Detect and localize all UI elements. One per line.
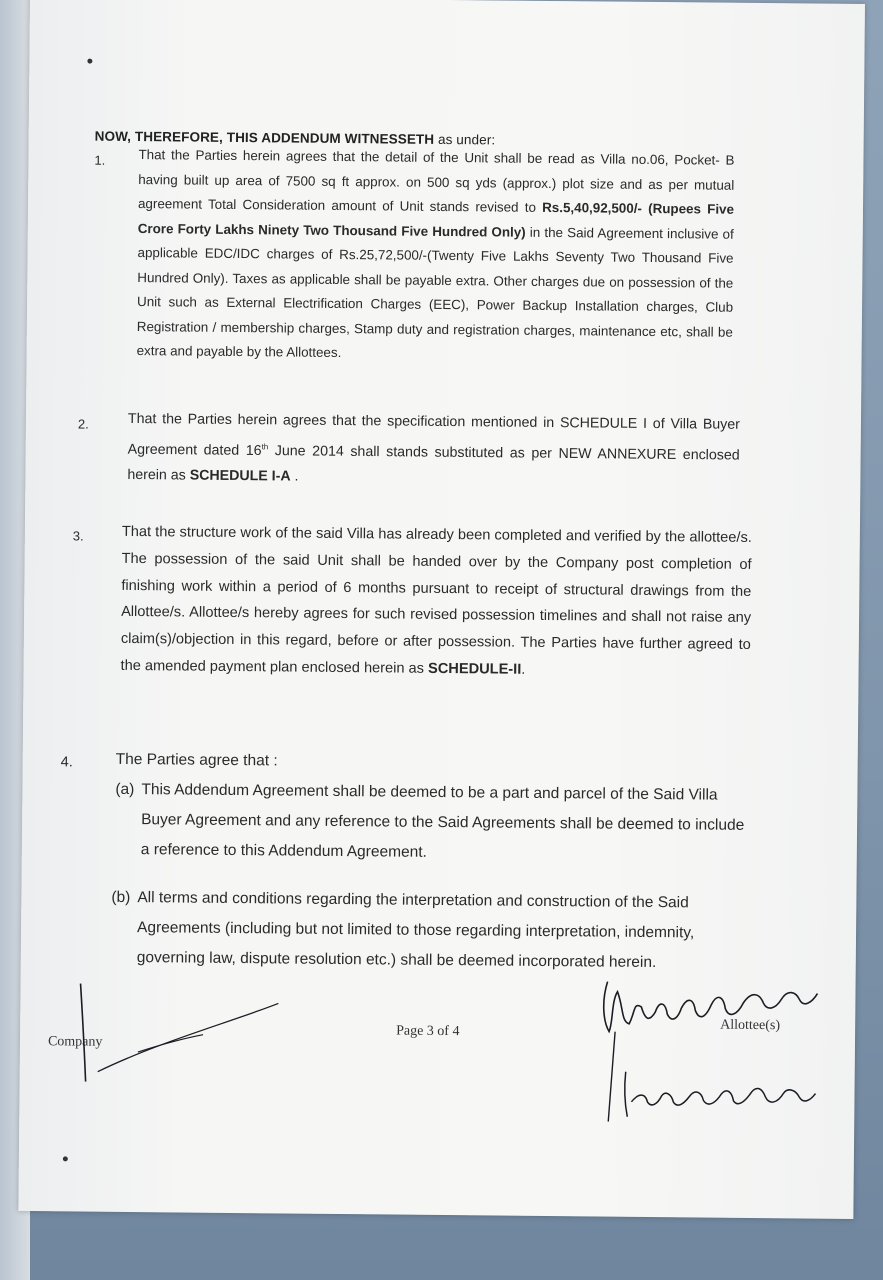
company-signature xyxy=(78,982,339,1094)
clause-1-number: 1. xyxy=(94,152,106,168)
punch-dot-bottom xyxy=(63,1156,68,1161)
allottee-label: Allottee(s) xyxy=(720,1017,781,1034)
clause-3-text xyxy=(120,519,752,686)
clause-1-text xyxy=(136,143,734,369)
allottee-signature-2 xyxy=(619,1062,850,1144)
clause-2-superscript: th xyxy=(261,441,269,451)
clause-1-text-a: That the Parties herein agrees that the detail of the Unit shall be read as Villa no.06, Pocket- B having built up area of 7500 sq ft approx. on 500 sq yds (approx.) plot size and as per mutual agreement Total Consideration amount of Unit stands revised to xyxy=(137,147,735,215)
company-label: Company xyxy=(47,1034,103,1050)
clause-4-subclause-a xyxy=(115,775,748,871)
clause-1-text-b: in the Said Agreement inclusive of applicable EDC/IDC charges of Rs.25,72,500/-(Twenty Five Lakhs Seventy Two Thousand Five Hundred Only). Taxes as applicable shall be payable extra. Other charges due on possession of the Unit such as External Electrification Charges (EEC), Power Backup Installation charges, Club Registration / membership charges, Stamp duty and registration charges, maintenance etc, shall be extra and payable by the Allottees. xyxy=(136,224,734,360)
clause-2-text-a: That the Parties herein agrees that the specification mentioned in SCHEDULE I of Villa Buyer Agreement dated 16 xyxy=(127,410,741,459)
document-page xyxy=(18,0,865,1219)
revised-consideration-amount: Rs.5,40,92,500/- (Rupees Five Crore Forty Lakhs Ninety Two Thousand Five Hundred Only) xyxy=(137,199,735,240)
clause-3-number: 3. xyxy=(72,528,84,544)
clause-4-intro: The Parties agree that : xyxy=(115,750,278,770)
schedule-1a-reference: SCHEDULE I-A xyxy=(189,467,291,485)
heading-bold: NOW, THEREFORE, THIS ADDENDUM WITNESSETH xyxy=(94,128,435,147)
subclause-a-text: This Addendum Agreement shall be deemed to be a part and parcel of the Said Villa Buyer Agreement and any reference to the Said Agreements shall be deemed to include a reference to this Addendum Agreement. xyxy=(140,781,745,861)
clause-3-text-c: . xyxy=(521,661,526,678)
clause-3-text-a: That the structure work of the said Villa has already been completed and verified by the allottee/s. The possession of the said Unit shall be handed over by the Company post completion of finishing work within a period of 6 months pursuant to receipt of structural drawings from the Allottee/s. Allottee/s hereby agrees for such revised possession timelines and shall not raise any claim(s)/objection in this regard, before or after possession. The Parties have further agreed to the amended payment plan enclosed herein as xyxy=(120,523,752,677)
page-number: Page 3 of 4 xyxy=(396,1023,460,1040)
subclause-b-label: (b) xyxy=(111,888,131,906)
subclause-b-text: All terms and conditions regarding the interpretation and construction of the Said Agreements (including but not limited to those regarding interpretation, indemnity, governing law, dispute resolution etc.) shall be deemed incorporated herein. xyxy=(136,889,695,972)
punch-dot-top xyxy=(87,59,92,64)
clause-2-text-b: June 2014 shall stands substituted as per NEW ANNEXURE enclosed herein as xyxy=(127,442,740,484)
clause-2-text xyxy=(127,407,740,494)
schedule-2-reference: SCHEDULE-II xyxy=(428,660,522,678)
clause-2-text-c: . xyxy=(290,468,299,485)
subclause-a-label: (a) xyxy=(115,780,135,799)
clause-2-number: 2. xyxy=(77,416,89,432)
heading-rest: as under: xyxy=(434,131,496,148)
clause-4-number: 4. xyxy=(60,754,73,771)
